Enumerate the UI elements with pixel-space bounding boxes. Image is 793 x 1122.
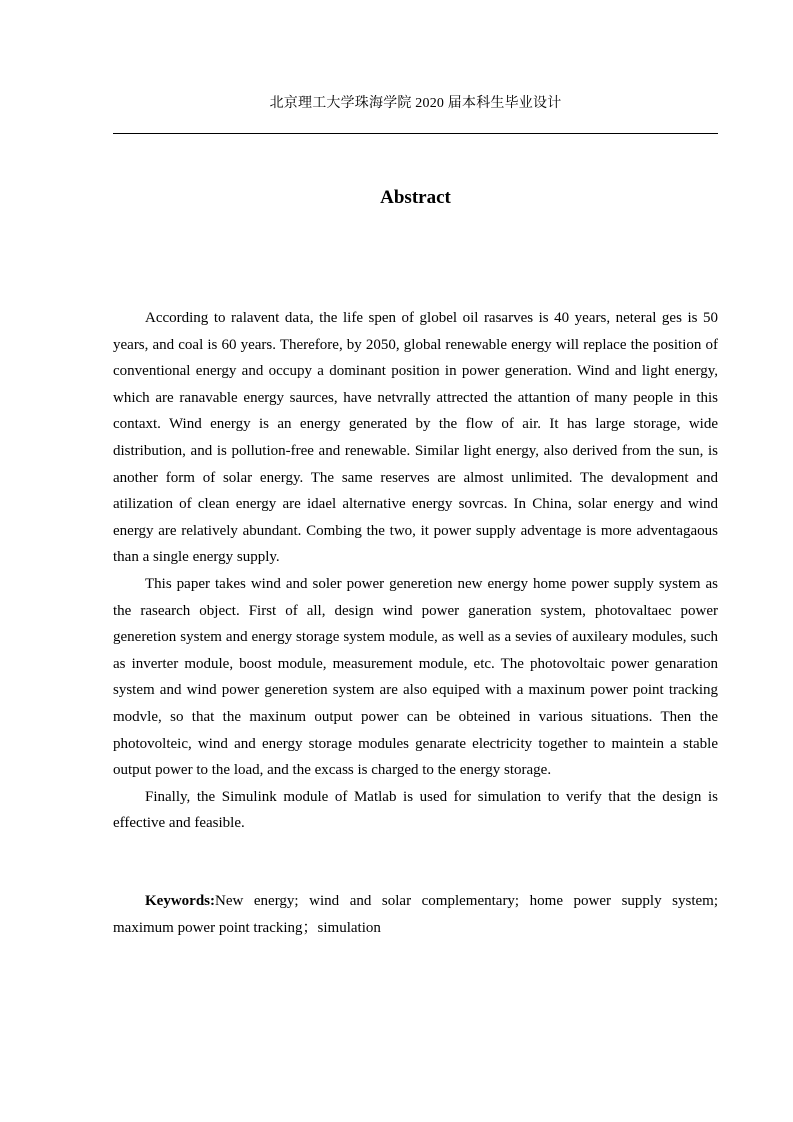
page-header: 北京理工大学珠海学院 2020 届本科生毕业设计 [269,96,562,111]
keywords-line [113,888,718,941]
abstract-paragraph-1: According to ralavent data, the life spen of globel oil rasarves is 40 years, neteral ges is 50 years, and coal is 60 years. Therefore, by 2050, global renewable energy will replace the position of conventional energy and occupy a dominant position in power generation. Wind and light energy, which are ranavable energy saurces, have netvrally attrected the attantion of many people in this contaxt. Wind energy is an energy generated by the flow of air. It has large storage, wide distribution, and is pollution-free and renewable. Similar light energy, also derived from the sun, is another form of solar energy. The same reserves are almost unlimited. The devalopment and atilization of clean energy are idael alternative energy sovrcas. In China, solar energy and wind energy are relatively abundant. Combing the two, it power supply adventage is more adventagaous than a single energy supply. [113,310,718,566]
keywords-label: Keywords: [145,893,215,909]
header-rule [113,133,718,134]
abstract-paragraph-2: This paper takes wind and soler power generetion new energy home power supply system as the rasearch object. First of all, design wind power ganeration system, photovaltaec power generetion system and energy storage system module, as well as a sevies of auxileary modules, such as inverter module, boost module, measurement module, etc. The photovoltaic power genaration system and wind power generetion system are also equiped with a maxinum power point tracking modvle, so that the maxinum output power can be obteined in various situations. Then the photovolteic, wind and energy storage modules genarate electricity together to maintein a stable output power to the load, and the excass is charged to the energy storage. [113,575,718,779]
abstract-paragraph-3: Finally, the Simulink module of Matlab is used for simulation to verify that the design is effective and feasible. [113,788,718,832]
abstract-body [113,305,718,837]
keywords-text: New energy; wind and solar complementary; home power supply system; maximum power point tracking；simulation [113,893,718,936]
abstract-title: Abstract [380,187,451,208]
